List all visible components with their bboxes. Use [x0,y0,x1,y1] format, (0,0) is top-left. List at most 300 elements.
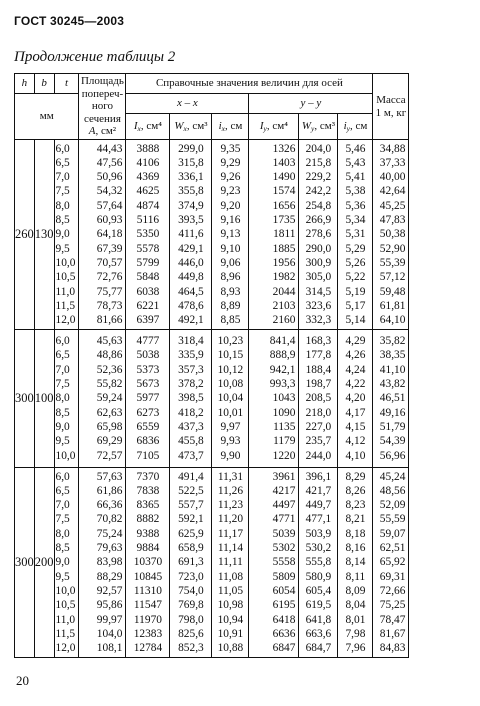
table-cell: 57,63 [96,470,123,483]
table-cell: 5,31 [345,228,366,241]
table-cell: 8365 [136,499,160,512]
table-cell: 266,9 [305,214,332,227]
table-cell: 7,5 [55,185,70,198]
table-cell: 555,8 [305,556,332,569]
table-cell: 8,93 [220,285,241,298]
table-cell: 374,9 [178,199,204,212]
table-caption: Продолжение таблицы 2 [14,49,176,65]
table-cell: 37,33 [379,156,406,169]
table-cell: 61,86 [96,484,123,497]
table-cell: 5,36 [345,199,366,212]
table-cell: 477,1 [305,513,332,526]
table-cell: 12,0 [55,314,76,327]
table-cell: 723,0 [178,570,204,583]
mass-column [373,140,409,330]
table-cell: 8,96 [220,271,241,284]
table-cell: 9,10 [220,242,241,255]
table-cell: 449,7 [305,499,332,512]
table-cell: 11,0 [55,285,76,298]
table-cell: 9,13 [220,228,241,241]
table-cell: 8,23 [345,499,366,512]
header-area-line: попереч- [81,87,124,100]
rx-column [212,330,249,468]
table-cell: 9,5 [55,435,70,448]
header-ry: $i_y$, см [338,114,373,140]
table-cell: 49,16 [379,406,406,419]
table-cell: 1811 [273,228,296,241]
table-cell: 4,22 [345,378,366,391]
table-cell: 7,5 [55,513,70,526]
table-cell: 1135 [273,420,296,433]
table-cell: 11,08 [217,570,244,583]
table-cell: 1982 [272,271,296,284]
table-cell: 446,0 [178,256,204,269]
table-cell: 658,9 [178,542,204,555]
thickness-column [54,468,79,658]
table-cell: 11,23 [217,499,244,512]
table-cell: 6559 [136,420,160,433]
table-cell: 5,29 [345,242,366,255]
group-h: 300 [15,468,35,658]
table-cell: 8,14 [345,556,366,569]
table-cell: 1574 [272,185,296,198]
iy-unit: , см⁴ [266,119,289,132]
header-mass-line: 1 м, кг [375,106,407,119]
table-cell: 244,0 [305,449,332,462]
table-cell: 5,22 [345,271,366,284]
wy-column [299,330,338,468]
table-cell: 5,43 [345,156,366,169]
table-cell: 78,47 [379,613,406,626]
table-cell: 318,4 [178,335,204,348]
table-cell: 81,67 [379,627,406,640]
table-cell: 5558 [272,556,296,569]
table-cell: 9,29 [220,156,241,169]
table-cell: 1656 [272,199,296,212]
table-cell: 5,19 [345,285,366,298]
table-cell: 323,6 [305,299,332,312]
table-cell: 55,39 [379,256,406,269]
header-wy: $W_y$, см³ [299,114,338,140]
table-cell: 7,5 [55,378,70,391]
table-cell: 8,01 [345,613,366,626]
table-cell: 215,8 [305,156,332,169]
table-cell: 8,18 [345,527,366,540]
table-cell: 942,1 [269,363,296,376]
table-cell: 3961 [272,470,296,483]
thickness-column [54,330,79,468]
table-cell: 62,63 [96,406,123,419]
table-cell: 62,51 [379,542,406,555]
table-cell: 7,0 [55,363,70,376]
table-cell: 95,86 [96,599,123,612]
table-cell: 242,2 [305,185,332,198]
table-cell: 5,34 [345,214,366,227]
table-cell: 9,16 [220,214,241,227]
table-cell: 8,21 [345,513,366,526]
table-cell: 45,63 [96,335,123,348]
table-cell: 5350 [136,228,160,241]
table-cell: 411,6 [178,228,204,241]
table-cell: 9,26 [220,171,241,184]
header-axis-x: x – x [126,94,249,114]
table-cell: 84,83 [379,642,406,655]
table-cell: 6,5 [55,484,70,497]
table-cell: 300,9 [305,256,332,269]
table-cell: 605,4 [305,584,332,597]
table-cell: 40,00 [379,171,406,184]
table-cell: 9,20 [220,199,241,212]
table-cell: 9884 [136,542,160,555]
table-cell: 8,26 [345,484,366,497]
table-cell: 7,0 [55,171,70,184]
table-cell: 8,29 [345,470,366,483]
table-cell: 993,3 [269,378,296,391]
iy-column [249,468,299,658]
table-cell: 8,11 [345,570,366,583]
table-cell: 10,01 [217,406,244,419]
table-cell: 8,0 [55,392,70,405]
header-area [79,74,126,140]
table-cell: 5302 [272,542,296,555]
table-cell: 70,57 [96,256,123,269]
table-cell: 5977 [136,392,160,405]
area-column [79,468,126,658]
table-cell: 8,89 [220,299,241,312]
ry-unit: , см [349,119,368,132]
table-cell: 6273 [136,406,160,419]
table-cell: 769,8 [178,599,204,612]
table-cell: 104,0 [96,627,123,640]
header-wx: $W_x$, см³ [170,114,212,140]
table-cell: 10,0 [55,256,76,269]
table-cell: 305,0 [305,271,332,284]
table-cell: 5,41 [345,171,366,184]
table-cell: 65,92 [379,556,406,569]
table-cell: 12383 [133,627,163,640]
table-cell: 59,48 [379,285,406,298]
table-cell: 852,3 [178,642,204,655]
table-cell: 393,5 [178,214,204,227]
table-cell: 52,90 [379,242,406,255]
table-cell: 45,25 [379,199,406,212]
area-column [79,330,126,468]
iy-column [249,140,299,330]
table-cell: 691,3 [178,556,204,569]
profile-group [15,140,409,330]
table-cell: 47,56 [96,156,123,169]
table-cell: 841,4 [269,335,296,348]
table-cell: 99,97 [96,613,123,626]
table-cell: 4,12 [345,435,366,448]
area-unit: , см² [95,125,117,138]
table-cell: 10,94 [217,613,244,626]
table-cell: 8,85 [220,314,241,327]
table-cell: 46,51 [379,392,406,405]
table-cell: 235,7 [305,435,332,448]
table-cell: 580,9 [305,570,332,583]
table-cell: 52,09 [379,499,406,512]
table-cell: 72,66 [379,584,406,597]
table-cell: 4874 [136,199,160,212]
table-cell: 8,5 [55,406,70,419]
table-cell: 278,6 [305,228,332,241]
table-cell: 78,73 [96,299,123,312]
table-cell: 5673 [136,378,160,391]
group-b: 130 [34,140,54,330]
table-cell: 43,82 [379,378,406,391]
table-cell: 6,5 [55,349,70,362]
table-cell: 10,88 [217,642,244,655]
table-cell: 9,35 [220,142,241,155]
wx-column [170,140,212,330]
table-cell: 57,64 [96,199,123,212]
table-cell: 83,98 [96,556,123,569]
table-cell: 10,0 [55,449,76,462]
table-cell: 6847 [272,642,296,655]
table-cell: 69,29 [96,435,123,448]
table-cell: 61,81 [379,299,406,312]
table-cell: 398,5 [178,392,204,405]
table-cell: 754,0 [178,584,204,597]
table-cell: 10,5 [55,599,76,612]
group-b: 200 [34,468,54,658]
table-cell: 888,9 [269,349,296,362]
table-cell: 11547 [133,599,162,612]
table-cell: 619,5 [305,599,332,612]
table-cell: 42,64 [379,185,406,198]
mass-column [373,468,409,658]
table-cell: 290,0 [305,242,332,255]
table-cell: 6418 [272,613,296,626]
table-cell: 7370 [136,470,160,483]
table-cell: 492,1 [178,314,204,327]
table-cell: 5039 [272,527,296,540]
table-cell: 8,09 [345,584,366,597]
table-cell: 6195 [272,599,296,612]
mass-column [373,330,409,468]
header-ix: $I_x$, см⁴ [126,114,170,140]
table-cell: 88,29 [96,570,123,583]
table-cell: 5,46 [345,142,366,155]
table-cell: 1179 [273,435,296,448]
table-cell: 6,0 [55,142,70,155]
header-units-mm: мм [15,94,79,140]
table-cell: 464,5 [178,285,204,298]
table-cell: 3888 [136,142,160,155]
table-cell: 11,5 [55,627,76,640]
table-cell: 455,8 [178,435,204,448]
table-cell: 66,36 [96,499,123,512]
table-cell: 7,0 [55,499,70,512]
table-cell: 35,82 [379,335,406,348]
profile-group [15,330,409,468]
table-cell: 6221 [136,299,160,312]
table-cell: 9,0 [55,228,70,241]
table-cell: 7838 [136,484,160,497]
table-cell: 9388 [136,527,160,540]
table-cell: 5373 [136,363,160,376]
table-cell: 51,79 [379,420,406,433]
wy-column [299,140,338,330]
table-cell: 11,05 [217,584,244,597]
table-cell: 4106 [136,156,160,169]
table-cell: 355,8 [178,185,204,198]
table-cell: 38,35 [379,349,406,362]
table-body [15,140,409,658]
table-cell: 5,38 [345,185,366,198]
table-cell: 1735 [272,214,296,227]
table-cell: 45,24 [379,470,406,483]
table-cell: 59,07 [379,527,406,540]
table-cell: 254,8 [305,199,332,212]
page-number: 20 [16,673,29,688]
table-cell: 8882 [136,513,160,526]
table-cell: 378,2 [178,378,204,391]
table-cell: 8,04 [345,599,366,612]
table-cell: 57,12 [379,271,406,284]
table-cell: 1403 [272,156,296,169]
header-h: h [15,74,35,94]
table-cell: 798,0 [178,613,204,626]
table-cell: 6038 [136,285,160,298]
table-cell: 522,5 [178,484,204,497]
table-cell: 47,83 [379,214,406,227]
table-cell: 65,98 [96,420,123,433]
table-cell: 6636 [272,627,296,640]
table-cell: 11,31 [217,470,244,483]
table-cell: 81,66 [96,314,123,327]
table-cell: 4,10 [345,449,366,462]
table-cell: 9,0 [55,420,70,433]
area-symbol: A [88,125,96,138]
table-cell: 4,29 [345,335,366,348]
table-cell: 8,5 [55,542,70,555]
table-cell: 4497 [272,499,296,512]
table-cell: 108,1 [96,642,123,655]
table-cell: 9,90 [220,449,241,462]
table-cell: 299,0 [178,142,204,155]
table-cell: 12,0 [55,642,76,655]
table-cell: 44,43 [96,142,123,155]
table-cell: 5,26 [345,256,366,269]
rx-column [212,468,249,658]
table-cell: 429,1 [178,242,204,255]
table-cell: 478,6 [178,299,204,312]
table-cell: 8,16 [345,542,366,555]
table-cell: 50,96 [96,171,123,184]
wx-unit: , см³ [186,119,208,132]
table-cell: 5,17 [345,299,366,312]
table-cell: 10,15 [217,349,244,362]
table-cell: 7,96 [345,642,366,655]
table-cell: 6397 [136,314,160,327]
table-cell: 11310 [133,584,162,597]
table-cell: 491,4 [178,470,204,483]
table-cell: 4771 [272,513,296,526]
table-cell: 7105 [136,449,160,462]
table-cell: 8,0 [55,527,70,540]
table-cell: 48,56 [379,484,406,497]
table-cell: 421,7 [305,484,332,497]
table-cell: 227,0 [305,420,332,433]
table-cell: 4,15 [345,420,366,433]
table-cell: 55,82 [96,378,123,391]
table-cell: 4,17 [345,406,366,419]
table-cell: 5578 [136,242,160,255]
table-cell: 10,91 [217,627,244,640]
table-cell: 5038 [136,349,160,362]
table-cell: 92,57 [96,584,123,597]
table-cell: 208,5 [305,392,332,405]
table-cell: 6,5 [55,156,70,169]
table-cell: 54,32 [96,185,123,198]
table-cell: 1220 [272,449,296,462]
header-reference: Справочные значения величин для осей [126,74,373,94]
table-cell: 315,8 [178,156,204,169]
table-cell: 641,8 [305,613,332,626]
header-area-unit [79,125,125,138]
wx-column [170,330,212,468]
wy-unit: , см³ [314,119,336,132]
table-cell: 825,6 [178,627,204,640]
table-cell: 50,38 [379,228,406,241]
table-cell: 503,9 [305,527,332,540]
header-area-line: Площадь [80,74,124,87]
table-cell: 10370 [133,556,163,569]
header-mass-line: Масса [376,93,406,106]
table-cell: 9,97 [220,420,241,433]
table-cell: 418,2 [178,406,204,419]
table-cell: 5116 [136,214,160,227]
table-cell: 11,5 [55,299,76,312]
table-cell: 72,57 [96,449,123,462]
ry-column [338,468,373,658]
wy-column [299,468,338,658]
table-cell: 449,8 [178,271,204,284]
table-cell: 684,7 [305,642,332,655]
table-cell: 530,2 [305,542,332,555]
table-cell: 1490 [272,171,296,184]
table-cell: 2044 [272,285,296,298]
table-cell: 4625 [136,185,160,198]
table-cell: 34,88 [379,142,406,155]
table-cell: 1326 [272,142,296,155]
group-b: 100 [34,330,54,468]
header-area-line: сечения [84,112,121,125]
table-cell: 4,20 [345,392,366,405]
table-cell: 1043 [272,392,296,405]
table-cell: 69,31 [379,570,406,583]
thickness-column [54,140,79,330]
table-cell: 11970 [133,613,162,626]
table-cell: 6836 [136,435,160,448]
table-cell: 7,98 [345,627,366,640]
table-cell: 41,10 [379,363,406,376]
document-code: ГОСТ 30245—2003 [14,14,125,28]
table-cell: 4369 [136,171,160,184]
table-cell: 12784 [133,642,163,655]
table-cell: 335,9 [178,349,204,362]
table-cell: 75,77 [96,285,123,298]
table-cell: 6,0 [55,335,70,348]
table-cell: 168,3 [305,335,332,348]
ry-column [338,140,373,330]
table-cell: 6,0 [55,470,70,483]
table-cell: 8,5 [55,214,70,227]
table-cell: 64,18 [96,228,123,241]
area-column [79,140,126,330]
